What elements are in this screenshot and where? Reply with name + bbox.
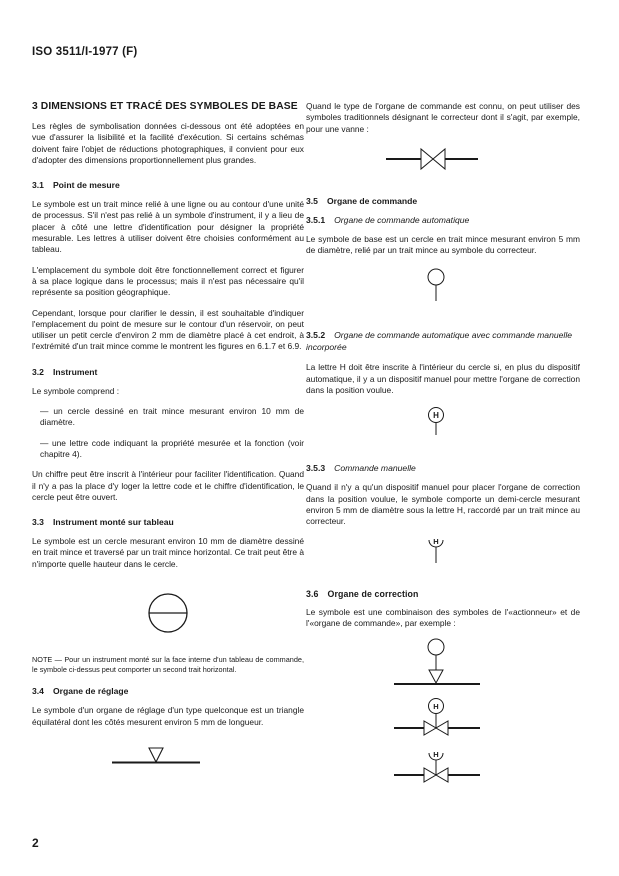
section-3-5-1-paragraph: Le symbole de base est un cercle en trait mince mesurant environ 5 mm de diamètre, relié par un trait mince au symbole du correcteur. <box>306 233 580 256</box>
section-3-4-heading: 3.4 Organe de réglage <box>32 686 129 697</box>
right-column <box>306 101 580 808</box>
section-3-5-1-heading: 3.5.1 Organe de commande automatique <box>306 214 470 225</box>
section-3-5-3-paragraph: Quand il n'y a qu'un dispositif manuel pour placer l'organe de correction dans la position voulue, le symbole comporte un demi-cercle mesurant environ 5 mm de diamètre sous la lettre H, raccordé par un trait mince au correcteur. <box>306 482 580 527</box>
section-3-1-paragraph-3: Cependant, lorsque pour clarifier le dessin, il est souhaitable d'indiquer l'emplacement du point de mesure sur le contour d'un réservoir, on peut utiliser un petit cercle d'environ 2 mm de diamètre placé à cet endroit, à l'extrémité d'un trait mince comme le montrent les figures en 6.1.7 et 6.9. <box>32 307 304 352</box>
correction-figures <box>306 638 580 808</box>
svg-text:H: H <box>433 411 439 421</box>
section-3-6-paragraph: Le symbole est une combinaison des symboles de l'«actionneur» et de l'«organe de commande», par exemple : <box>306 606 580 628</box>
automatic-manual-actuator-figure <box>306 405 580 463</box>
correction-symbols-icon <box>306 638 580 808</box>
section-3-2-item-1: — un cercle dessiné en trait mince mesurant environ 10 mm de diamètre. <box>40 406 304 428</box>
standard-id-header: ISO 3511/I-1977 (F) <box>32 46 138 58</box>
section-3-intro: Les règles de symbolisation données ci-dessous ont été adoptées en vue d'assurer la lisibilité et la facilité d'exécution. Si certains schémas doivent faire l'objet de réductions photographiques, il convient pour eux d'adopter des dimensions proportionnellement plus grandes. <box>32 121 304 165</box>
section-3-2-paragraph-1: Le symbole comprend : <box>32 385 120 396</box>
section-3-5-2-paragraph: La lettre H doit être inscrite à l'intérieur du cercle si, en plus du dispositif automatique, il y a un dispositif manuel pour mettre l'organe de correction dans la position voulue. <box>306 362 580 396</box>
svg-text:H: H <box>433 536 439 546</box>
section-3-2-paragraph-2: Un chiffre peut être inscrit à l'intérieur pour faciliter l'identification. Quand il n'y a pas la place d'y loger la lettre code et le chiffre d'identification, le cercle peut être ouvert. <box>32 469 304 502</box>
section-3-5-2-heading: 3.5.2 Organe de commande automatique avec commande manuelle incorporée <box>306 330 573 353</box>
section-3-1-paragraph-1: Le symbole est un trait mince relié à une ligne ou au contour d'une unité de processus. S'il n'est pas relié à un symbole d'instrument, il y a lieu de placer à côté une lettre d'identification pour désigner la propriété mesurable. Les lettres à utiliser doivent être choisies conformément au tableau. <box>32 199 304 255</box>
valve-figure <box>306 144 580 190</box>
section-3-1-paragraph-2: L'emplacement du symbole doit être fonctionnellement correct et figurer à sa place logique dans le processus; mais il n'est pas nécessaire qu'il représente sa position géographique. <box>32 264 304 298</box>
section-3-2-item-2: — une lettre code indiquant la propriété mesurée et la fonction (voir chapitre 4). <box>40 437 304 459</box>
section-3-3-heading: 3.3 Instrument monté sur tableau <box>32 517 174 528</box>
manual-actuator-half-circle-icon <box>306 537 580 569</box>
section-3-5-heading: 3.5 Organe de commande <box>306 195 418 206</box>
section-3-1-heading: 3.1 Point de mesure <box>32 180 120 191</box>
regulator-triangle-icon <box>32 745 304 771</box>
svg-text:H: H <box>433 750 439 760</box>
panel-instrument-circle-icon <box>32 585 304 641</box>
regulator-figure <box>32 737 304 771</box>
section-3-6-heading: 3.6 Organe de correction <box>306 588 419 599</box>
manual-actuator-figure <box>306 537 580 589</box>
left-column <box>32 101 304 771</box>
section-3-5-3-heading: 3.5.3 Commande manuelle <box>306 463 416 474</box>
automatic-actuator-figure <box>306 265 580 329</box>
section-3-4-paragraph-1: Le symbole d'un organe de réglage d'un type quelconque est un triangle équilatéral dont les côtés mesurent environ 5 mm de longueur. <box>32 705 304 727</box>
section-3-3-paragraph-1: Le symbole est un cercle mesurant environ 10 mm de diamètre dessiné en trait mince et traversé par un trait mince horizontal. Ce trait peut être à n'importe quelle hauteur dans le cercle. <box>32 536 304 569</box>
svg-text:H: H <box>433 702 439 712</box>
right-intro-paragraph: Quand le type de l'organe de commande est connu, on peut utiliser des symboles traditionnels désignant le correcteur dont il s'agit, par exemple, pour une vanne : <box>306 101 580 134</box>
automatic-actuator-icon <box>306 265 580 309</box>
section-3-2-heading: 3.2 Instrument <box>32 366 98 377</box>
page-number: 2 <box>32 836 39 850</box>
section-3-3-note: NOTE — Pour un instrument monté sur la face interne d'un tableau de commande, le symbole ci-dessus peut comporter un second trait horizontal. <box>32 655 304 674</box>
panel-instrument-figure <box>32 579 304 655</box>
valve-bowtie-icon <box>306 144 580 174</box>
section-3-heading: 3 DIMENSIONS ET TRACÉ DES SYMBOLES DE BASE <box>32 101 298 112</box>
automatic-actuator-h-icon <box>306 405 580 445</box>
